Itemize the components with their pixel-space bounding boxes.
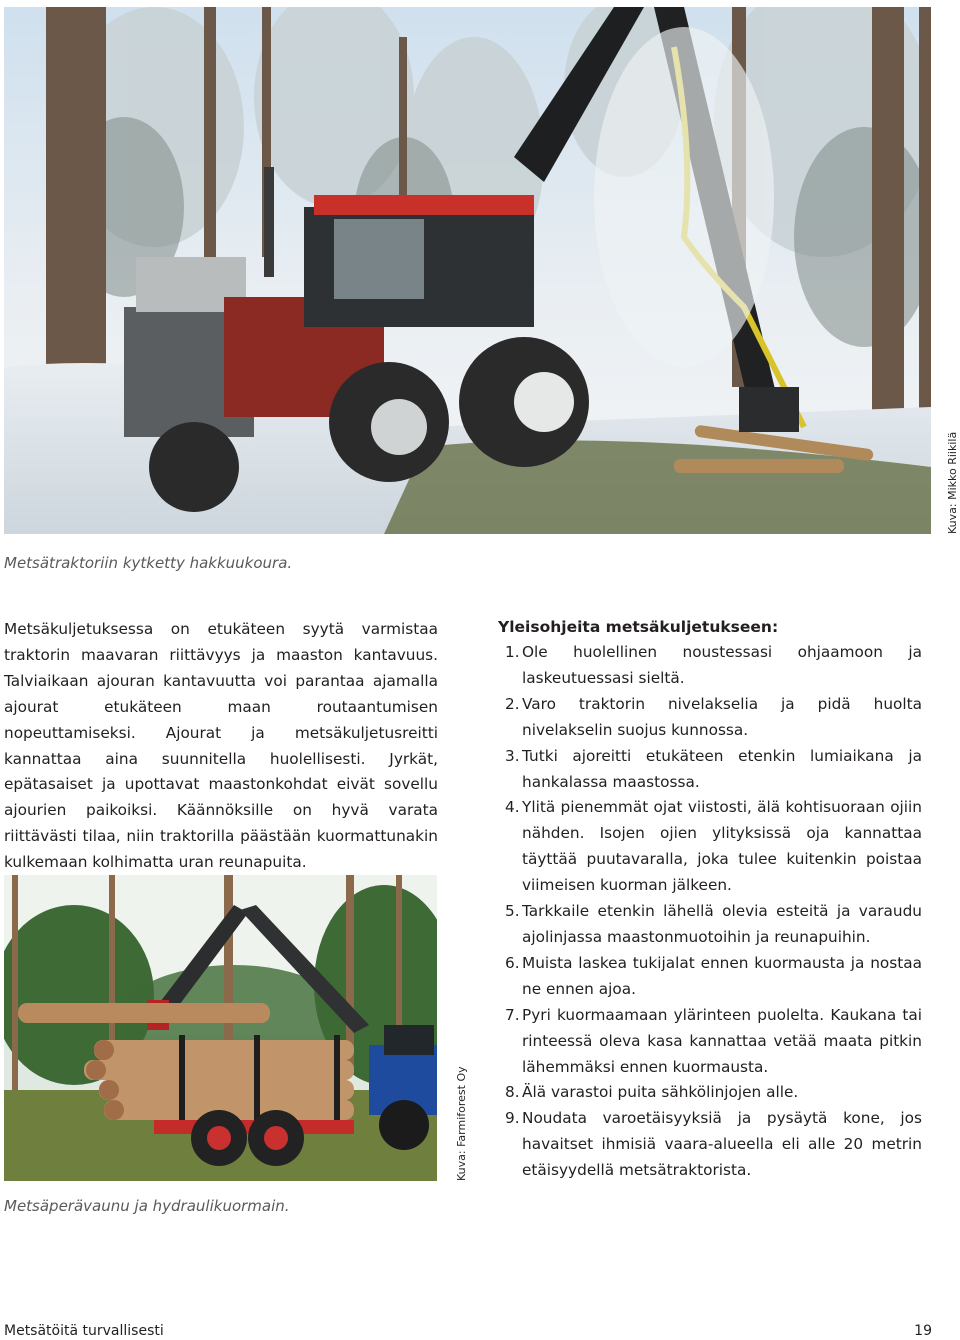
guideline-number: 1. (505, 643, 520, 661)
guideline-text: Noudata varoetäisyyksiä ja pysäytä kone, jos havaitset ihmisiä vaara-alueella eli alle 20 metrin etäisyydellä metsätraktorista. (522, 1109, 922, 1180)
photo-caption-top: Metsätraktoriin kytketty hakkuukoura. (4, 554, 293, 572)
photo-credit-bottom: Kuva: Farmiforest Oy (455, 1066, 468, 1181)
guideline-item (498, 1003, 922, 1081)
photo-caption-bottom: Metsäperävaunu ja hydraulikuormain. (4, 1197, 290, 1215)
body-paragraph: Metsäkuljetuksessa on etukäteen syytä varmistaa traktorin maavaran riittävyys ja maaston kantavuus. Talviaikaan ajouran kantavuutta voi parantaa ajamalla ajourat etukäteen maan routaantumisen nopeuttamiseksi. Ajourat ja metsäkuljetusreitti kannattaa aina suunnitella huolellisesti. Jyrkät, epätasaiset ja upottavat maastonkohdat eivät sovellu ajourien paikoiksi. Käännöksille on hyvä varata riittävästi tilaa, niin traktorilla päästään kuormattunakin kulkemaan kolhimatta uran reunapuita. (4, 620, 438, 872)
guideline-item (498, 692, 922, 744)
guidelines-list (498, 640, 922, 1184)
guideline-text: Muista laskea tukijalat ennen kuormausta ja nostaa ne ennen ajoa. (522, 953, 922, 998)
guideline-text: Pyri kuormaamaan ylärinteen puolelta. Kaukana tai rinteessä oleva kasa kannattaa vetää maata pitkin lähemmäksi ennen kuormausta. (522, 1005, 922, 1076)
guideline-item (498, 640, 922, 692)
guideline-text: Varo traktorin nivelakselia ja pidä huolta nivelakselin suojus kunnossa. (522, 694, 922, 739)
forest-trailer-photo (4, 875, 437, 1181)
guideline-text: Tarkkaile etenkin lähellä olevia esteitä ja varaudu ajolinjassa maastonmuotoihin ja reunapuihin. (522, 902, 922, 946)
guideline-text: Ylitä pienemmät ojat viistosti, älä kohtisuoraan ojiin nähden. Isojen ojien ylityksissä oja kannattaa täyttää puutavaralla, joka tulee kuitenkin poistaa viimeisen kuorman jälkeen. (522, 798, 922, 895)
guideline-number: 7. (505, 1005, 520, 1024)
guidelines-heading: Yleisohjeita metsäkuljetukseen: (498, 618, 779, 636)
guideline-text: Tutki ajoreitti etukäteen etenkin lumiaikana ja hankalassa maastossa. (522, 746, 922, 791)
guideline-number: 5. (505, 902, 520, 921)
footer-title: Metsätöitä turvallisesti (4, 1323, 164, 1339)
guideline-number: 6. (505, 953, 520, 972)
guideline-number: 9. (505, 1109, 520, 1128)
guideline-text: Älä varastoi puita sähkölinjojen alle. (522, 1083, 799, 1102)
guideline-item (498, 795, 922, 899)
guideline-item (498, 744, 922, 796)
guideline-item (498, 951, 922, 1003)
page-number: 19 (914, 1323, 932, 1339)
guideline-text: Ole huolellinen noustessasi ohjaamoon ja laskeutuessasi sieltä. (522, 643, 922, 687)
guideline-number: 4. (505, 798, 520, 817)
guideline-number: 8. (505, 1083, 520, 1102)
guideline-item (498, 1106, 922, 1184)
guideline-item (498, 899, 922, 951)
photo-credit-top: Kuva: Mikko Riikilä (946, 431, 959, 534)
guidelines-section (498, 615, 922, 1184)
harvester-tractor-photo (4, 7, 931, 534)
guideline-item (498, 1080, 922, 1106)
guideline-number: 3. (505, 746, 520, 765)
guideline-number: 2. (505, 694, 520, 713)
